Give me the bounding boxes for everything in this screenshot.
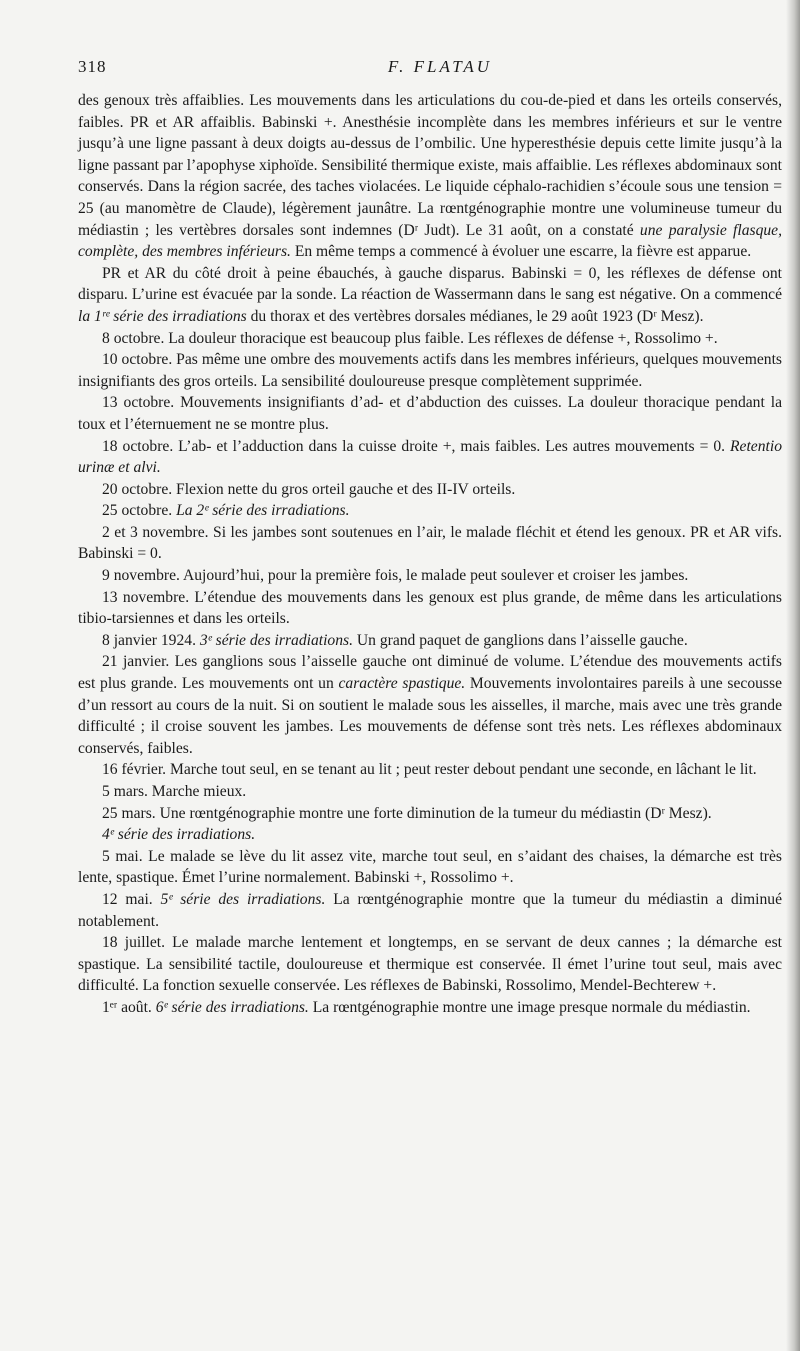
page-edge-shadow xyxy=(786,0,800,1351)
paragraph: 16 février. Marche tout seul, en se tenant au lit ; peut rester debout pendant une seconde, en lâchant le lit. xyxy=(102,761,757,779)
paragraph: 25 mars. Une rœntgénographie montre une forte diminution de la tumeur du médiastin (Dʳ Mesz). xyxy=(102,804,712,822)
page-body xyxy=(78,90,782,1019)
paragraph: 25 octobre. La 2ᵉ série des irradiations. xyxy=(102,502,350,520)
paragraph: 21 janvier. Les ganglions sous l’aisselle gauche ont diminué de volume. L’étendue des mouvements actifs est plus grande. Les mouvements ont un caractère spastique. Mouvements involontaires pareils à une secousse d’un ressort au cours de la nuit. Si on soutient le malade sous les aisselles, il marche, mais avec une très grande difficulté ; il croise souvent les jambes. Les mouvements de défense sont très nets. Les réflexes abdominaux conservés, faibles. xyxy=(78,653,782,757)
paragraph: PR et AR du côté droit à peine ébauchés, à gauche disparus. Babinski = 0, les réflexes de défense ont disparu. L’urine est évacuée par la sonde. La réaction de Wassermann dans le sang est négative. On a commencé la 1ʳᵉ série des irradiations du thorax et des vertèbres dorsales médianes, le 29 août 1923 (Dʳ Mesz). xyxy=(78,264,782,325)
paragraph: 8 janvier 1924. 3ᵉ série des irradiations. Un grand paquet de ganglions dans l’aisselle gauche. xyxy=(102,631,688,649)
paragraph: 1ᵉʳ août. 6ᵉ série des irradiations. La rœntgénographie montre une image presque normale du médiastin. xyxy=(102,998,751,1016)
paragraph: 5 mai. Le malade se lève du lit assez vite, marche tout seul, en s’aidant des chaises, la démarche est très lente, spastique. Émet l’urine normalement. Babinski +, Rossolimo +. xyxy=(78,847,782,887)
paragraph: 13 octobre. Mouvements insignifiants d’ad- et d’abduction des cuisses. La douleur thoracique pendant la toux et l’éternuement ne se montre plus. xyxy=(78,394,782,433)
paragraph: 18 juillet. Le malade marche lentement et longtemps, en se servant de deux cannes ; la démarche est spastique. La sensibilité tactile, douloureuse et thermique est conservée. Il émet l’urine tout seul, mais avec difficulté. La fonction sexuelle conservée. Les réflexes de Babinski, Rossolimo, Mendel-Bechterew +. xyxy=(78,934,782,995)
paragraph: 20 octobre. Flexion nette du gros orteil gauche et des II-IV orteils. xyxy=(102,480,516,498)
paragraph: 9 novembre. Aujourd’hui, pour la première fois, le malade peut soulever et croiser les jambes. xyxy=(102,567,689,585)
paragraph: 12 mai. 5ᵉ série des irradiations. La rœntgénographie montre que la tumeur du médiastin a diminué notablement. xyxy=(78,890,782,930)
paragraph: 8 octobre. La douleur thoracique est beaucoup plus faible. Les réflexes de défense +, Rossolimo +. xyxy=(102,329,718,347)
paragraph: des genoux très affaiblies. Les mouvements dans les articulations du cou-de-pied et dans les orteils conservés, faibles. PR et AR affaiblis. Babinski +. Anesthésie incomplète dans les membres inférieurs et sur le ventre jusqu’à une ligne passant à deux doigts au-dessus de l’ombilic. Une hyperesthésie depuis cette limite jusqu’à la ligne passant par l’apophyse xiphoïde. Sensibilité thermique existe, mais affaiblie. Les réflexes abdominaux sont conservés. Dans la région sacrée, des taches violacées. Le liquide céphalo-rachidien s’écoule sous une tension = 25 (au manomètre de Claude), légèrement jaunâtre. La rœntgénographie montre une volumineuse tumeur du médiastin ; les vertèbres dorsales sont indemnes (Dʳ Judt). Le 31 août, on a constaté une paralysie flasque, complète, des membres inférieurs. En même temps a commencé à évoluer une escarre, la fièvre est apparue. xyxy=(78,92,782,261)
paragraph: 5 mars. Marche mieux. xyxy=(102,783,247,800)
running-head: F. FLATAU xyxy=(387,57,493,76)
paragraph: 18 octobre. L’ab- et l’adduction dans la cuisse droite +, mais faibles. Les autres mouvements = 0. Retentio urinæ et alvi. xyxy=(78,437,782,477)
paragraph: 4ᵉ série des irradiations. xyxy=(102,826,256,844)
paragraph: 2 et 3 novembre. Si les jambes sont soutenues en l’air, le malade fléchit et étend les genoux. PR et AR vifs. Babinski = 0. xyxy=(78,523,782,563)
paragraph: 13 novembre. L’étendue des mouvements dans les genoux est plus grande, de même dans les articulations tibio-tarsiennes et dans les orteils. xyxy=(78,588,782,628)
paragraph: 10 octobre. Pas même une ombre des mouvements actifs dans les membres inférieurs, quelques mouvements insignifiants des gros orteils. La sensibilité douloureuse presque complètement supprimée. xyxy=(78,351,782,390)
page-header xyxy=(78,57,762,83)
page-number: 318 xyxy=(78,57,107,76)
